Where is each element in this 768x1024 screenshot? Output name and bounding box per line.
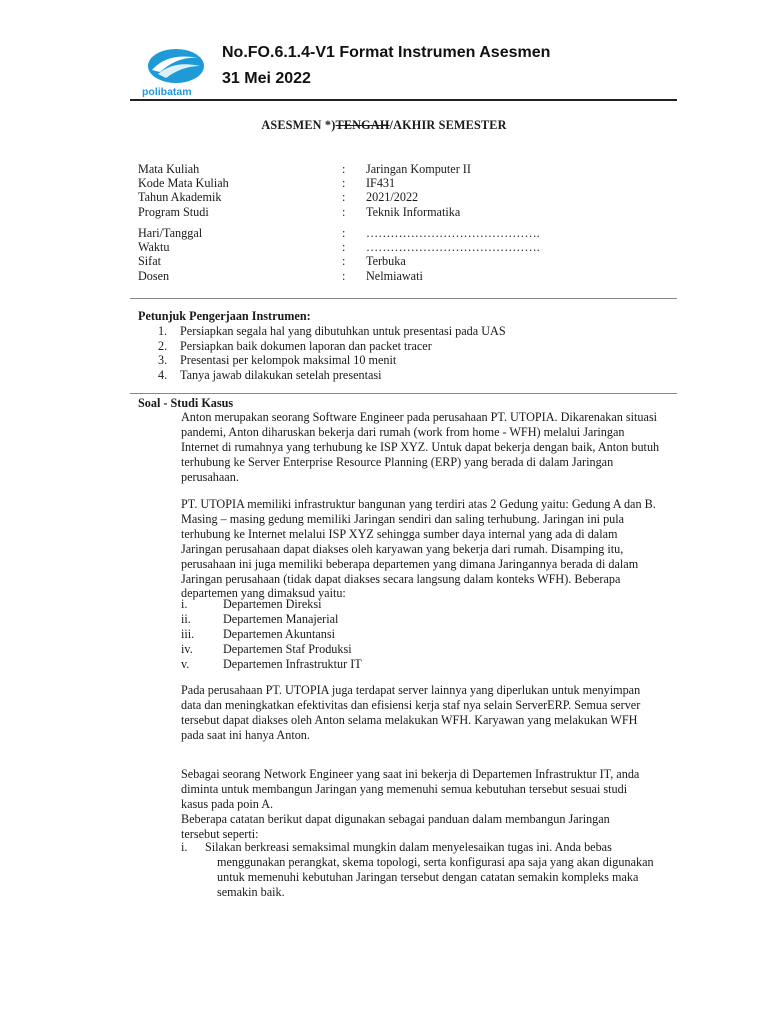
info-colon: :: [342, 190, 346, 204]
list-number: 3.: [158, 353, 168, 367]
paragraph-servers: [181, 683, 675, 743]
text-line: pandemi, Anton diharuskan bekerja dari rumah (work from home - WFH) melalui Jaringan: [181, 424, 625, 439]
text-line: terhubung ke Internet melalui ISP XYZ sehingga sumber daya internal yang ada di dalam: [181, 526, 618, 541]
info-value: IF431: [366, 176, 396, 190]
text-line: tersebut seperti:: [181, 826, 259, 841]
text-line: departemen yang dimaksud yaitu:: [181, 586, 346, 601]
text-line: kasus pada poin A.: [181, 796, 274, 811]
info-label: Sifat: [138, 254, 162, 268]
text-line: untuk memenuhi kebutuhan Jaringan tersebut dengan catatan semakin kompleks maka: [217, 869, 639, 884]
list-number: 2.: [158, 338, 168, 353]
text-line: perusahaan.: [181, 469, 239, 484]
form-date: 31 Mei 2022: [222, 70, 311, 87]
text-line: tersebut dapat diakses oleh Anton selama melakukan WFH. Karyawan yang melakukan WFH: [181, 712, 638, 727]
list-item: [181, 612, 362, 627]
polibatam-logo: [138, 44, 208, 100]
list-number: 1.: [158, 324, 168, 338]
info-label: Tahun Akademik: [138, 190, 222, 204]
info-value: Teknik Informatika: [366, 205, 461, 219]
text-line: perusahaan ini juga memiliki beberapa departemen yang dimana Jaringannya berada di dalam: [181, 556, 639, 571]
info-label: Program Studi: [138, 205, 209, 219]
info-colon: :: [342, 176, 346, 190]
info-value: Nelmiawati: [366, 269, 423, 283]
section-divider: [130, 393, 677, 394]
info-colon: :: [342, 205, 346, 219]
text-line: Jaringan perusahaan (tidak dapat diakses secara langsung dalam konteks WFH). Beberapa: [181, 571, 621, 586]
list-text: Departemen Staf Produksi: [223, 641, 352, 656]
text-line: Pada perusahaan PT. UTOPIA juga terdapat server lainnya yang diperlukan untuk menyimpan: [181, 683, 641, 697]
info-colon: :: [342, 240, 346, 254]
title-struck: TENGAH: [335, 118, 390, 132]
header-divider: [130, 99, 677, 101]
list-number: i.: [181, 840, 188, 854]
text-line: Masing – masing gedung memiliki Jaringan sendiri dan saling terhubung. Jaringan ini pula: [181, 511, 625, 526]
page-title: [0, 118, 768, 133]
title-prefix: ASESMEN *): [261, 118, 336, 132]
info-colon: :: [342, 254, 346, 268]
list-number: v.: [181, 656, 190, 671]
list-text: Departemen Manajerial: [223, 611, 339, 626]
text-line: terhubung ke Server Enterprise Resource Planning (ERP) yang berada di dalam Jaringan: [181, 454, 614, 469]
list-number: ii.: [181, 611, 191, 626]
list-item: [158, 353, 506, 368]
list-number: 4.: [158, 367, 168, 382]
text-line: PT. UTOPIA memiliki infrastruktur bangunan yang terdiri atas 2 Gedung yaitu: Gedung A dan B.: [181, 497, 656, 511]
info-value: …………………………………….: [366, 240, 540, 254]
list-number: i.: [181, 597, 188, 611]
list-text: Departemen Infrastruktur IT: [223, 656, 362, 671]
list-number: iii.: [181, 626, 195, 641]
text-line: diminta untuk membangun Jaringan yang memenuhi semua kebutuhan tersebut sesuai studi: [181, 781, 628, 796]
text-line: Beberapa catatan berikut dapat digunakan sebagai panduan dalam membangun Jaringan: [181, 811, 610, 826]
info-label: Dosen: [138, 269, 170, 283]
text-line: Sebagai seorang Network Engineer yang saat ini bekerja di Departemen Infrastruktur IT, anda: [181, 767, 640, 781]
text-line: menggunakan perangkat, skema topologi, serta konfigurasi apa saja yang akan digunakan: [217, 854, 654, 869]
list-text: Departemen Direksi: [223, 597, 322, 611]
instructions-title: Petunjuk Pengerjaan Instrumen:: [138, 309, 311, 323]
info-value: Terbuka: [366, 254, 406, 268]
text-line: pada saat ini hanya Anton.: [181, 727, 310, 742]
list-item: [181, 627, 362, 642]
instructions-list: [158, 324, 506, 382]
info-label: Waktu: [138, 240, 170, 254]
text-line: Silakan berkreasi semaksimal mungkin dalam menyelesaikan tugas ini. Anda bebas: [205, 840, 612, 854]
info-colon: :: [342, 162, 346, 176]
title-suffix: /AKHIR SEMESTER: [389, 118, 507, 132]
form-code: No.FO.6.1.4-V1 Format Instrumen Asesmen: [222, 44, 551, 61]
text-line: Jaringan perusahaan dapat diakses oleh karyawan yang bekerja dari rumah. Disamping itu,: [181, 541, 624, 556]
list-item: [158, 368, 506, 383]
text-line: Internet di rumahnya yang terhubung ke ISP XYZ. Untuk dapat bekerja dengan baik, Anton butuh: [181, 439, 660, 454]
text-line: data dan meningkatkan efektivitas dan efisiensi kerja staf nya selain ServerERP. Semua server: [181, 697, 641, 712]
info-value: …………………………………….: [366, 226, 540, 240]
list-item: [181, 642, 362, 657]
logo-text: polibatam: [142, 86, 192, 98]
section-divider: [130, 298, 677, 299]
list-item: [181, 597, 362, 612]
question-heading: Soal - Studi Kasus: [138, 396, 234, 410]
info-label: Hari/Tanggal: [138, 226, 203, 240]
info-colon: :: [342, 226, 346, 240]
list-text: Presentasi per kelompok maksimal 10 menit: [180, 353, 397, 367]
info-label: Mata Kuliah: [138, 162, 200, 176]
text-line: Anton merupakan seorang Software Engineer pada perusahaan PT. UTOPIA. Dikarenakan situasi: [181, 410, 658, 424]
paragraph-case-intro: [181, 410, 675, 485]
info-label: Kode Mata Kuliah: [138, 176, 229, 190]
paragraph-task: [181, 767, 675, 842]
department-list: [181, 597, 362, 672]
info-value: Jaringan Komputer II: [366, 162, 471, 176]
list-item: [181, 657, 362, 672]
text-line: semakin baik.: [217, 884, 285, 899]
list-item: [158, 339, 506, 354]
list-text: Departemen Akuntansi: [223, 626, 336, 641]
info-value: 2021/2022: [366, 190, 419, 204]
list-text: Tanya jawab dilakukan setelah presentasi: [180, 367, 382, 382]
info-colon: :: [342, 269, 346, 283]
list-number: iv.: [181, 641, 193, 656]
list-item: [205, 840, 654, 900]
list-text: Persiapkan baik dokumen laporan dan packet tracer: [180, 338, 432, 353]
notes-list: [181, 840, 675, 900]
list-item: [158, 324, 506, 339]
paragraph-company-infra: [181, 497, 675, 601]
list-text: Persiapkan segala hal yang dibutuhkan untuk presentasi pada UAS: [180, 324, 506, 338]
